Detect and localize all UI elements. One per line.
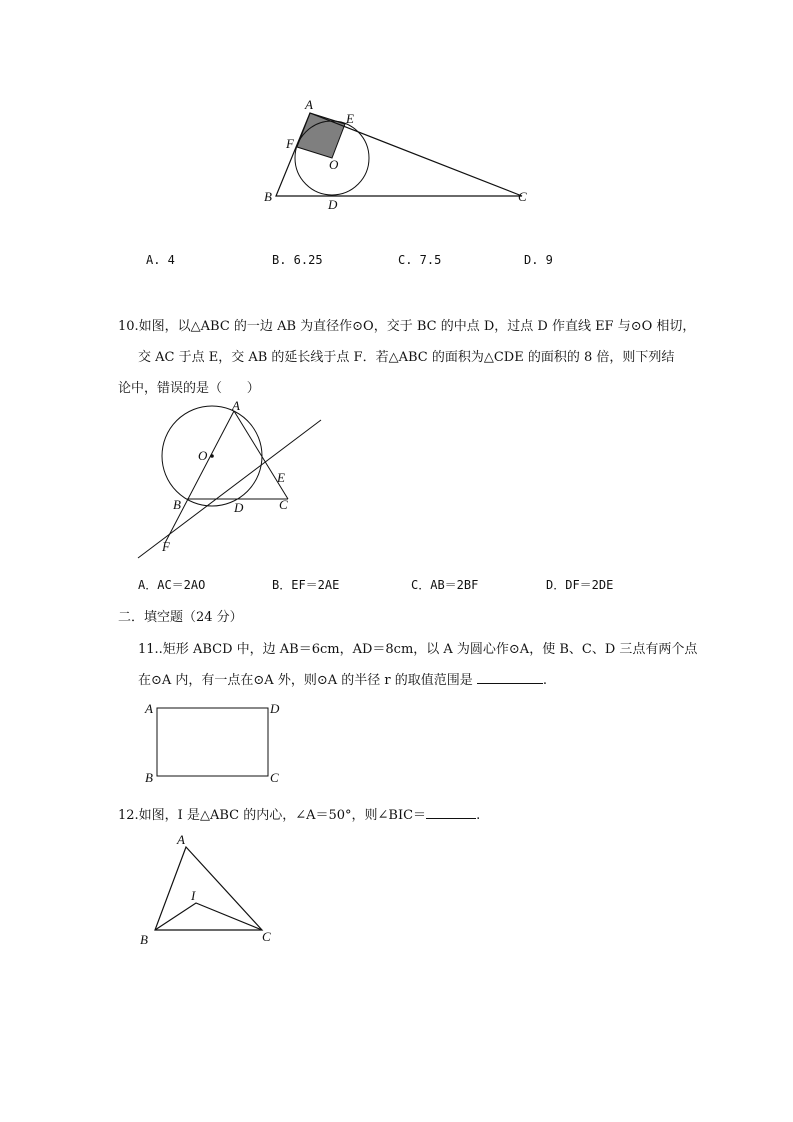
- q9-option-a[interactable]: A. 4: [146, 253, 175, 267]
- tangent-line-ef: [138, 420, 321, 558]
- label-B: B: [173, 497, 181, 512]
- q11-text-line2: [138, 669, 547, 688]
- label-B: B: [145, 770, 153, 785]
- label-C: C: [270, 770, 279, 785]
- q11-text-before-blank: 在⊙A 内，有一点在⊙A 外，则⊙A 的半径 r 的取值范围是: [138, 673, 473, 688]
- label-I: I: [191, 888, 196, 903]
- label-A: A: [145, 701, 153, 716]
- label-C: C: [262, 929, 271, 944]
- q9-figure: [255, 90, 545, 215]
- label-O: O: [198, 448, 208, 463]
- label-E: E: [346, 111, 354, 126]
- q10-text-line2: 交 AC 于点 E，交 AB 的延长线于点 F．若△ABC 的面积为△CDE 的面积的 8 倍，则下列结: [138, 350, 675, 365]
- label-A: A: [177, 832, 185, 847]
- label-C: C: [518, 189, 527, 204]
- q11-figure: [140, 696, 290, 788]
- label-E: E: [277, 470, 285, 485]
- q12-answer-blank[interactable]: [426, 806, 476, 819]
- q12-text-after-blank: .: [476, 808, 481, 823]
- label-A: A: [305, 97, 313, 112]
- q11-answer-blank[interactable]: [477, 671, 543, 684]
- label-F: F: [162, 539, 170, 554]
- label-D: D: [270, 701, 280, 716]
- label-B: B: [264, 189, 272, 204]
- q9-option-b[interactable]: B. 6.25: [272, 253, 323, 267]
- q10-figure: [130, 398, 330, 563]
- q10-text-line1: 10.如图，以△ABC 的一边 AB 为直径作⊙O，交于 BC 的中点 D，过点 D 作直线 EF 与⊙O 相切，: [118, 319, 696, 334]
- label-D: D: [234, 500, 244, 515]
- label-F: F: [286, 136, 294, 151]
- section-heading-fill-in: 二．填空题（24 分）: [118, 610, 243, 625]
- triangle-abc: [155, 847, 262, 930]
- q9-option-c[interactable]: C. 7.5: [398, 253, 442, 267]
- line-ac: [234, 411, 288, 499]
- q12-figure: [136, 828, 286, 950]
- rectangle-abcd: [157, 708, 268, 776]
- center-dot: [210, 454, 214, 458]
- label-D: D: [328, 197, 338, 212]
- q10-option-d[interactable]: D．DF＝2DE: [546, 578, 614, 592]
- q10-option-a[interactable]: A．AC＝2AO: [138, 578, 206, 592]
- q9-option-d[interactable]: D. 9: [524, 253, 553, 267]
- label-O: O: [329, 157, 339, 172]
- q10-option-b[interactable]: B．EF＝2AE: [272, 578, 340, 592]
- q10-text-line3: 论中，错误的是（ ）: [118, 381, 260, 396]
- angle-bic-lines: [155, 903, 262, 930]
- q12-text-line1: [118, 804, 480, 823]
- label-A: A: [232, 398, 240, 413]
- q12-text-before-blank: 12.如图，I 是△ABC 的内心，∠A＝50°，则∠BIC＝: [118, 808, 427, 823]
- shaded-square: [297, 113, 345, 158]
- q11-text-after-blank: .: [542, 673, 547, 688]
- label-C: C: [279, 497, 288, 512]
- label-B: B: [140, 932, 148, 947]
- q10-option-c[interactable]: C．AB＝2BF: [411, 578, 479, 592]
- q11-text-line1: 11..矩形 ABCD 中，边 AB＝6cm，AD＝8cm，以 A 为圆心作⊙A，使 B、C、D 三点有两个点: [138, 642, 698, 657]
- line-fa: [165, 411, 234, 543]
